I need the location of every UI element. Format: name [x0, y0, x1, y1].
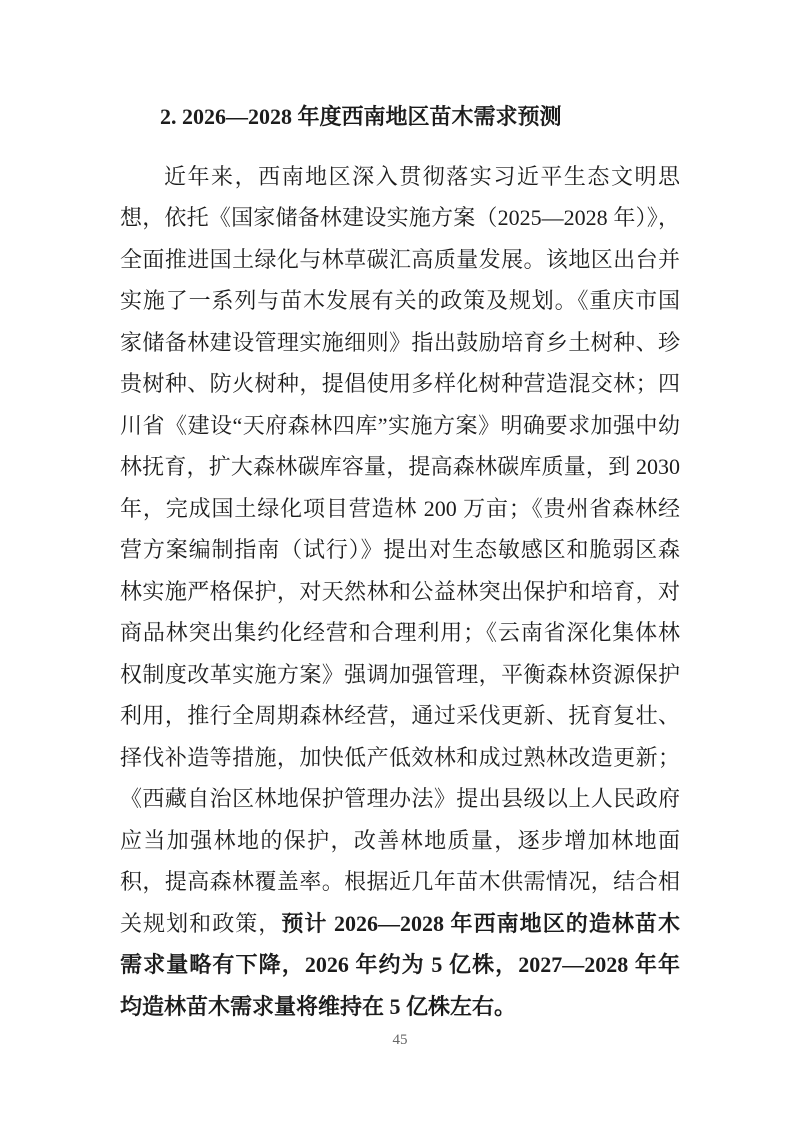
- paragraph-bold-forecast-text: 预计 2026—2028 年西南地区的造林苗木需求量略有下降，2026 年约为 5 亿株，2027—2028 年年均造林苗木需求量将维持在 5 亿株左右。: [120, 910, 680, 1019]
- body-paragraph: [120, 156, 680, 1028]
- paragraph-regular-text: 近年来，西南地区深入贯彻落实习近平生态文明思想，依托《国家储备林建设实施方案（2025—2028 年）》，全面推进国土绿化与林草碳汇高质量发展。该地区出台并实施了一系列与苗木发展有关的政策及规划。《重庆市国家储备林建设管理实施细则》指出鼓励培育乡土树种、珍贵树种、防火树种，提倡使用多样化树种营造混交林；四川省《建设“天府森林四库”实施方案》明确要求加强中幼林抚育，扩大森林碳库容量，提高森林碳库质量，到 2030 年，完成国土绿化项目营造林 200 万亩；《贵州省森林经营方案编制指南（试行）》提出对生态敏感区和脆弱区森林实施严格保护，对天然林和公益林突出保护和培育，对商品林突出集约化经营和合理利用；《云南省深化集体林权制度改革实施方案》强调加强管理，平衡森林资源保护利用，推行全周期森林经营，通过采伐更新、抚育复壮、择伐补造等措施，加快低产低效林和成过熟林改造更新；《西藏自治区林地保护管理办法》提出县级以上人民政府应当加强林地的保护，改善林地质量，逐步增加林地面积，提高森林覆盖率。根据近几年苗木供需情况，结合相关规划和政策，: [120, 163, 680, 936]
- page-number: 45: [392, 1032, 408, 1048]
- section-heading: 2. 2026—2028 年度西南地区苗木需求预测: [160, 104, 562, 129]
- document-content: [120, 96, 680, 1027]
